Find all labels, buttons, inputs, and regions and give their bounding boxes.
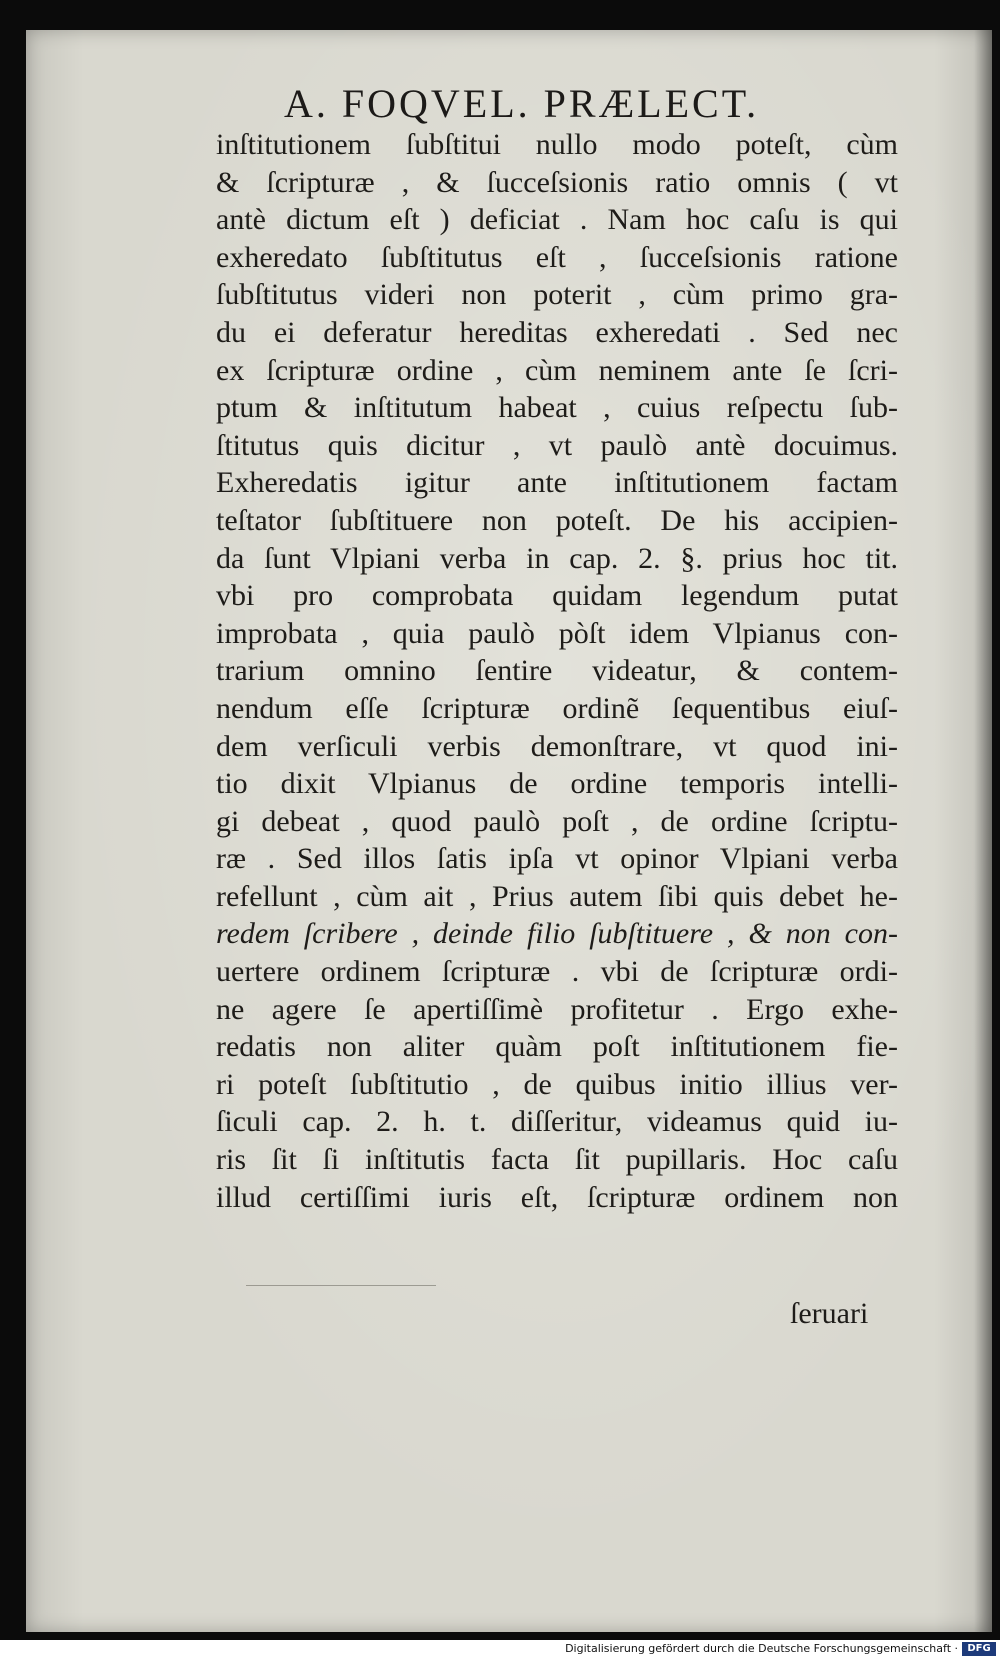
text-line: ex ſcripturæ ordine , cùm neminem ante ſe ſcri- <box>216 353 898 387</box>
dfg-logo: DFG <box>962 1642 996 1656</box>
text-line: ris ſit ſi inſtitutis facta ſit pupillaris. Hoc caſu <box>216 1143 898 1177</box>
text-line: antè dictum eſt ) deficiat . Nam hoc caſu is qui <box>216 203 898 237</box>
text-line: redatis non aliter quàm poſt inſtitutionem fie- <box>216 1030 898 1064</box>
running-head: A. FOQVEL. PRÆLECT. <box>284 81 760 126</box>
text-line: nendum eſſe ſcripturæ ordinẽ ſequentibus eiuſ- <box>216 691 898 725</box>
catchword: ſeruari <box>790 1297 869 1330</box>
page-gutter-shadow <box>974 30 992 1632</box>
text-line: dem verſiculi verbis demonſtrare, vt quod ini- <box>216 729 898 763</box>
text-line: vbi pro comprobata quidam legendum putat <box>216 579 898 613</box>
body-text <box>216 126 898 1216</box>
text-line: teſtator ſubſtituere non poteſt. De his accipien- <box>216 503 898 537</box>
text-line: uertere ordinem ſcripturæ . vbi de ſcripturæ ordi- <box>216 955 898 989</box>
footer-bar <box>0 1640 1000 1658</box>
text-line: improbata , quia paulò pòſt idem Vlpianus con- <box>216 616 898 650</box>
text-line: da ſunt Vlpiani verba in cap. 2. §. prius hoc tit. <box>216 541 898 575</box>
text-line: exheredato ſubſtitutus eſt , ſucceſsionis ratione <box>216 240 898 274</box>
text-line: ſtitutus quis dicitur , vt paulò antè docuimus. <box>216 428 898 462</box>
footer-credit: Digitalisierung gefördert durch die Deutsche Forschungsgemeinschaft · <box>565 1642 958 1655</box>
text-line: inſtitutionem ſubſtitui nullo modo poteſt, cùm <box>216 128 898 161</box>
text-line: ptum & inſtitutum habeat , cuius reſpectu ſub- <box>216 391 898 425</box>
text-line: gi debeat , quod paulò poſt , de ordine ſcriptu- <box>216 804 898 838</box>
text-line: trarium omnino ſentire videatur, & contem- <box>216 654 898 688</box>
text-line: du ei deferatur hereditas exheredati . Sed nec <box>216 315 898 349</box>
text-line: ri poteſt ſubſtitutio , de quibus initio illius ver- <box>216 1067 898 1101</box>
text-line: redem ſcribere , deinde filio ſubſtituere , & non con- <box>216 917 898 951</box>
text-line: ne agere ſe apertiſſimè profitetur . Ergo exhe- <box>216 992 898 1026</box>
text-line: ſubſtitutus videri non poterit , cùm primo gra- <box>216 278 898 312</box>
text-line: ræ . Sed illos ſatis ipſa vt opinor Vlpiani verba <box>216 842 898 876</box>
ink-underline-mark <box>246 1285 436 1286</box>
text-line: tio dixit Vlpianus de ordine temporis intelli- <box>216 767 898 801</box>
text-line: Exheredatis igitur ante inſtitutionem factam <box>216 466 898 500</box>
text-line: illud certiſſimi iuris eſt, ſcripturæ ordinem non <box>216 1180 898 1214</box>
text-line: refellunt , cùm ait , Prius autem ſibi quis debet he- <box>216 879 898 913</box>
text-line: & ſcripturæ , & ſucceſsionis ratio omnis ( vt <box>216 165 898 199</box>
text-line: ſiculi cap. 2. h. t. diſſeritur, videamus quid iu- <box>216 1105 898 1139</box>
